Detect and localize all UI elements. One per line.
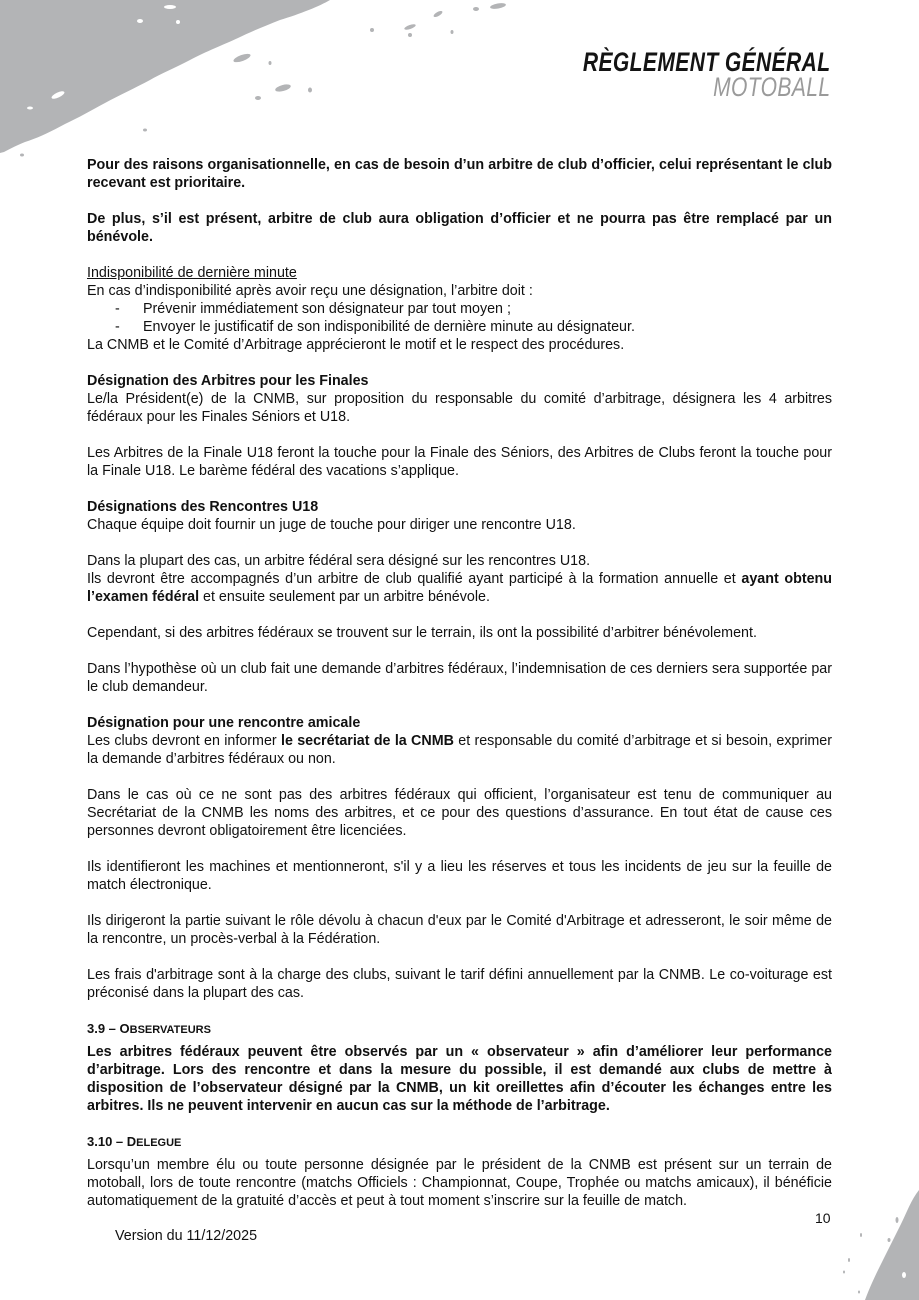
- text-segment: Les clubs devront en informer: [87, 733, 281, 749]
- paragraph-friendly-3: Ils identifieront les machines et mentionneront, s'il y a lieu les réserves et tous les incidents de jeu sur la feuille de match électronique.: [87, 859, 832, 893]
- paragraph-unavailability-outro: La CNMB et le Comité d’Arbitrage apprécieront le motif et le respect des procédures.: [87, 337, 625, 353]
- paragraph-friendly-5: Les frais d'arbitrage sont à la charge des clubs, suivant le tarif défini annuellement par la CNMB. Le co-voiturage est préconisé dans la plupart des cas.: [87, 967, 832, 1001]
- header-grunge-decoration-icon: [0, 0, 540, 170]
- list-item: - Envoyer le justificatif de son indisponibilité de dernière minute au désignateur.: [115, 318, 832, 336]
- paragraph-finals-2: Les Arbitres de la Finale U18 feront la touche pour la Finale des Séniors, des Arbitres de Clubs feront la touche pour la Finale U18. Le barème fédéral des vacations s’applique.: [87, 445, 832, 479]
- paragraph-finals-1: Le/la Président(e) de la CNMB, sur proposition du responsable du comité d’arbitrage, désignera les 4 arbitres fédéraux pour les Finales Séniors et U18.: [87, 391, 832, 425]
- subheading-u18-designations: Désignations des Rencontres U18: [87, 499, 319, 515]
- paragraph-observateurs: Les arbitres fédéraux peuvent être observés par un « observateur » afin d’améliorer leur performance d’arbitrage. Lors des rencontre et dans la mesure du possible, il est demandé aux clubs de mettre à disposition de l’observateur désigné par la CNMB, un kit oreillettes afin d’écouter les échanges entre les arbitres. Ils ne peuvent intervenir en aucun cas sur la méthode de l’arbitrage.: [87, 1044, 832, 1114]
- paragraph-organisation: Pour des raisons organisationnelle, en cas de besoin d’un arbitre de club d’officier, celui représentant le club recevant est prioritaire.: [87, 157, 832, 191]
- document-body: [87, 156, 832, 1210]
- paragraph-friendly-4: Ils dirigeront la partie suivant le rôle dévolu à chacun d'eux par le Comité d'Arbitrage et adresseront, le soir même de la rencontre, un procès-verbal à la Fédération.: [87, 913, 832, 947]
- section-title-rest: BSERVATEURS: [129, 1024, 211, 1036]
- document-brand-header: [583, 47, 831, 102]
- emphasis-text: ayant obtenu l’examen fédéral: [87, 571, 832, 605]
- document-subtitle: MOTOBALL: [713, 72, 831, 102]
- paragraph-friendly-1: [87, 732, 832, 768]
- paragraph-u18-4: Cependant, si des arbitres fédéraux se trouvent sur le terrain, ils ont la possibilité d’arbitrer bénévolement.: [87, 625, 757, 641]
- paragraph-u18-3: [87, 570, 832, 606]
- paragraph-friendly-2: Dans le cas où ce ne sont pas des arbitres fédéraux qui officient, l’organisateur est tenu de communiquer au Secrétariat de la CNMB les noms des arbitres, et ce pour des questions d’assurance. En tout état de cause ces personnes devront obligatoirement être licenciées.: [87, 787, 832, 839]
- text-segment: et ensuite seulement par un arbitre bénévole.: [199, 589, 490, 605]
- page-number: 10: [815, 1210, 831, 1226]
- paragraph-u18-5: Dans l’hypothèse où un club fait une demande d’arbitres fédéraux, l’indemnisation de ces derniers sera supportée par le club demandeur.: [87, 661, 832, 695]
- section-number: 3.10 –: [87, 1134, 127, 1149]
- text-segment: et responsable du comité d’arbitrage et si besoin, exprimer la demande d’arbitres fédéraux ou non.: [87, 733, 833, 767]
- unavailability-steps-list: [87, 300, 832, 336]
- section-initial: D: [126, 1134, 137, 1149]
- paragraph-u18-1: Chaque équipe doit fournir un juge de touche pour diriger une rencontre U18.: [87, 517, 576, 533]
- section-number: 3.9 –: [87, 1021, 120, 1036]
- emphasis-text: le secrétariat de la CNMB: [280, 733, 454, 749]
- section-heading-observateurs: [87, 1020, 832, 1039]
- subheading-last-minute-unavailability: Indisponibilité de dernière minute: [87, 265, 297, 281]
- section-heading-delegue: [87, 1133, 832, 1152]
- section-initial: O: [119, 1021, 130, 1036]
- text-segment: Ils devront être accompagnés d’un arbitre de club qualifié ayant participé à la formation annuelle et: [87, 571, 742, 587]
- section-title-rest: ELEGUE: [136, 1137, 182, 1149]
- document-title: RÈGLEMENT GÉNÉRAL: [583, 47, 831, 77]
- paragraph-unavailability-intro: En cas d’indisponibilité après avoir reçu une désignation, l’arbitre doit :: [87, 283, 533, 299]
- subheading-finals-designation: Désignation des Arbitres pour les Finales: [87, 373, 369, 389]
- subheading-friendly-match: Désignation pour une rencontre amicale: [87, 715, 361, 731]
- paragraph-u18-2: Dans la plupart des cas, un arbitre fédéral sera désigné sur les rencontres U18.: [87, 553, 591, 569]
- list-item: - Prévenir immédiatement son désignateur par tout moyen ;: [115, 300, 832, 318]
- paragraph-club-referee-obligation: De plus, s’il est présent, arbitre de club aura obligation d’officier et ne pourra pas être remplacé par un bénévole.: [87, 211, 832, 245]
- paragraph-delegue: Lorsqu’un membre élu ou toute personne désignée par le président de la CNMB est présent sur un terrain de motoball, lors de toute rencontre (matchs Officiels : Championnat, Coupe, Trophée ou matchs amicaux), il bénéficie automatiquement de la gratuité d’accès et peut à tout moment s’inscrire sur la feuille de match.: [87, 1157, 832, 1209]
- version-label: Version du 11/12/2025: [115, 1228, 258, 1244]
